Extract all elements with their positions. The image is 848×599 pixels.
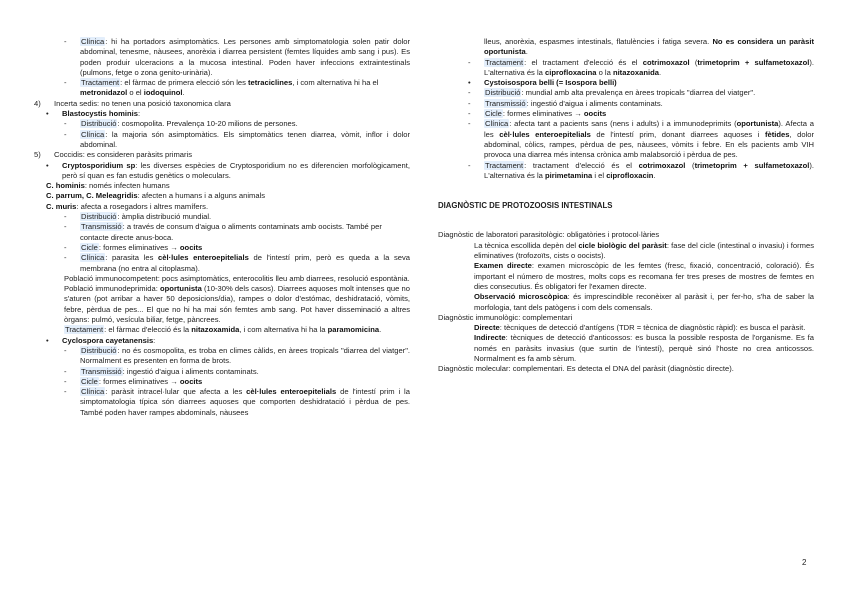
dash-item <box>438 58 814 79</box>
line-text: Diagnòstic molecular: complementari. Es detecta el DNA del paràsit (diagnòstic directe). <box>438 364 734 374</box>
line-text: Tractament: el fàrmac d'elecció és la nitazoxamida, i com alternativa hi ha la paramomicina. <box>65 325 382 335</box>
line-text: Transmissió: ingestió d'aigua i aliments contaminats. <box>81 366 259 376</box>
line-text: lleus, anorèxia, espasmes intestinals, flatulències i fatiga severa. No es considera un paràsit oportunista. <box>484 37 814 57</box>
list-marker: - <box>64 366 67 376</box>
field-label: Tractament <box>81 78 120 88</box>
field-label: Transmissió <box>81 366 122 376</box>
dash-item <box>438 119 814 160</box>
line-text: Clínica: afecta tant a pacients sans (nens i adults) i a immunodeprimits (oportunista). Afecta a les cèl·lules enteroepitelials de l'intestí prim, donant diarrees aquoses i fètides, dolor abdominal, còlics, rampes, pèrdua de pes, nàusees, vòmits i febre. En els pacients amb VIH provoca una diarrea més intensa crònica amb malabsorció i pèrdua de pes. <box>484 119 814 160</box>
emphasis-term: paramomicina <box>327 325 380 335</box>
dash-item <box>34 387 410 418</box>
line-text: Transmissió: ingestió d'aigua i aliments contaminats. <box>485 98 663 108</box>
field-label: Cicle <box>485 109 502 119</box>
numbered-item <box>34 150 410 160</box>
field-label: Clínica <box>81 129 105 139</box>
list-marker: 4) <box>34 98 41 108</box>
list-marker: 5) <box>34 150 41 160</box>
line-text: Coccidis: es consideren paràsits primaris <box>54 150 193 160</box>
left-column <box>34 37 410 418</box>
line-text: Població immunocompetent: pocs asimptomàtics, enterocolitis lleu amb diarrees, resolució espontània. <box>64 273 410 283</box>
emphasis-term: Indirecte <box>474 333 506 343</box>
emphasis-term: metronidazol <box>80 88 128 98</box>
field-label: Tractament <box>485 57 524 67</box>
text-line <box>438 292 814 313</box>
emphasis-term: cicle biològic del paràsit <box>578 240 667 250</box>
emphasis-term: oportunista <box>160 284 202 294</box>
emphasis-term: cèl·lules enteroepitelials <box>158 253 249 263</box>
dash-item <box>34 243 410 253</box>
emphasis-term: C. hominis <box>46 181 85 191</box>
field-label: Transmissió <box>485 98 526 108</box>
line-text: Clínica: hi ha portadors asimptomàtics. Les persones amb simptomatologia solen patir dolor abdominal, tenesme, nàusees, anorèxia i diarrea persistent (femtes líquides amb sang i pus). Es poden produir ulceracions a la mucosa intestinal. Poden haver infeccions extraintestinals (pulmons, fetge o zona genito-urinària). <box>80 37 410 77</box>
line-text: Clínica: paràsit intracel·lular que afecta a les cèl·lules enteroepitelials de l'intestí prim i la simptomatologia típica són diarrees aquoses que comporten deshidratació i pèrdua de pes. També poden haver rampes abdominals, nàusees <box>80 387 410 417</box>
emphasis-term: pirimetamina <box>544 170 593 180</box>
list-marker: - <box>64 37 67 46</box>
bullet-item <box>34 336 410 346</box>
line-text: Cicle: formes eliminatives → oocits <box>81 242 203 252</box>
line-text: Cryptosporidium sp: les diverses espècies de Cryptosporidium no es diferencien morfològicament, però sí quan es fan estudis genètics o moleculars. <box>62 160 410 180</box>
text-line <box>438 230 814 240</box>
list-marker: - <box>64 387 67 397</box>
field-label: Cicle <box>81 376 98 386</box>
emphasis-term: Cryptosporidium sp <box>62 160 136 170</box>
list-marker: - <box>64 212 67 222</box>
field-label: Clínica <box>485 119 509 129</box>
dash-item <box>34 119 410 129</box>
bullet-item <box>34 109 410 119</box>
dash-item <box>34 346 410 367</box>
dash-item <box>438 88 814 98</box>
dash-item <box>34 253 410 274</box>
numbered-item <box>34 99 410 109</box>
emphasis-term: oocits <box>583 109 607 119</box>
line-text: Població immunodeprimida: oportunista (10-30% dels casos). Diarrees aquoses molt intenses que no s'aturen (pot arribar a haver 50 deposicions/dia), rampes o dolor d'estómac, deshidratació, vòmits, febre, pèrdua de pes... El que no hi ha mai són femtes amb sang. Pot haver disseminació a altres òrgans: pulmó, vesícula biliar, fetge, pàncrees. <box>64 284 411 325</box>
dash-item <box>34 130 410 151</box>
field-label: Distribució <box>81 212 117 222</box>
line-text: Observació microscòpica: és imprescindible reconèixer al paràsit i, per fer-ho, s'ha de saber la morfologia, tant dels patògens i com dels comensals. <box>474 292 814 312</box>
dash-item <box>34 78 410 99</box>
field-label: Tractament <box>65 325 104 335</box>
emphasis-term: oportunista <box>736 119 779 129</box>
text-line <box>34 325 410 335</box>
line-text: Tractament: el fàrmac de primera elecció són les tetraciclines, i com alternativa hi ha el metronidazol o el iodoquinol. <box>80 78 379 98</box>
list-marker: - <box>64 253 67 263</box>
list-marker: - <box>64 129 67 139</box>
line-text: Cyclospora cayetanensis: <box>62 335 156 345</box>
list-marker: • <box>468 78 471 88</box>
emphasis-term: tetraciclines <box>248 78 293 88</box>
list-marker: - <box>468 109 471 119</box>
field-label: Cicle <box>81 242 98 252</box>
list-marker: - <box>468 98 471 108</box>
line-text: Cicle: formes eliminatives → oocits <box>485 109 607 119</box>
bullet-item <box>34 161 410 182</box>
line-text: Clínica: parasita les cèl·lules enteroepitelials de l'intestí prim, però es queda a la seva membrana (no entra al citoplasma). <box>80 253 410 273</box>
text-line <box>34 202 410 212</box>
dash-item <box>34 377 410 387</box>
list-marker: • <box>46 335 49 345</box>
emphasis-term: trimetoprim + sulfametoxazol <box>697 57 810 67</box>
emphasis-term: iodoquinol <box>143 88 183 98</box>
text-line <box>438 241 814 262</box>
dash-item <box>438 109 814 119</box>
emphasis-term: C. muris <box>46 201 77 211</box>
emphasis-term: Cystoisospora belli (= Isospora belli) <box>484 78 617 88</box>
emphasis-term: oocits <box>179 242 203 252</box>
line-text: Examen directe: examen microscòpic de les femtes (fresc, fixació, concentració, coloració). És important el número de mostres, molts cops es recomana fer tres preses de mostres de femtes en dies consecutius. És obligatori fer l'examen directe. <box>474 261 814 291</box>
dash-item <box>438 99 814 109</box>
emphasis-term: Blastocystis hominis <box>62 109 138 119</box>
line-text: Clínica: la majoria són asimptomàtics. Els simptomàtics tenen diarrea, vòmit, inflor i dolor abdominal. <box>80 129 410 149</box>
line-text: Transmissió: a través de consum d'aigua o aliments contaminats amb oocists. També per contacte directe anus-boca. <box>80 222 382 242</box>
text-line <box>34 181 410 191</box>
list-marker: • <box>46 160 49 170</box>
line-text: Distribució: cosmopolita. Prevalença 10-20 milions de persones. <box>81 119 298 129</box>
line-text: Cicle: formes eliminatives → oocits <box>81 376 203 386</box>
field-label: Distribució <box>81 345 117 355</box>
dash-item <box>438 161 814 182</box>
emphasis-term: ciprofloxacin <box>606 170 654 180</box>
list-marker: - <box>468 119 471 129</box>
line-text: DIAGNÒSTIC DE PROTOZOOSIS INTESTINALS <box>438 201 613 211</box>
text-line <box>438 333 814 364</box>
line-text <box>484 78 814 88</box>
list-marker: - <box>468 57 471 67</box>
line-text: C. muris: afecta a rosegadors i altres mamífers. <box>46 201 209 211</box>
dash-item <box>34 37 410 78</box>
list-marker: - <box>468 160 471 170</box>
dash-item <box>34 222 410 243</box>
emphasis-term: C. parrum, C. Meleagridis <box>46 191 138 201</box>
line-text: Diagnòstic de laboratori parasitològic: obligatòries i protocol·làries <box>438 230 660 240</box>
emphasis-term: oocits <box>179 376 203 386</box>
line-text: Distribució: mundial amb alta prevalença en àrees tropicals "diarrea del viatger". <box>485 88 756 98</box>
dash-item <box>34 212 410 222</box>
line-text: Distribució: àmplia distribució mundial. <box>81 212 212 222</box>
field-label: Tractament <box>485 160 524 170</box>
field-label: Clínica <box>81 253 105 263</box>
text-line <box>438 37 814 58</box>
page-number: 2 <box>802 558 807 567</box>
dash-item <box>34 367 410 377</box>
emphasis-term: cotrimoxazol <box>642 57 690 67</box>
line-text: Blastocystis hominis: <box>62 109 141 119</box>
field-label: Clínica <box>81 387 105 397</box>
emphasis-term: Cyclospora cayetanensis <box>62 335 154 345</box>
text-line <box>438 313 814 323</box>
text-line <box>34 191 410 201</box>
list-marker: - <box>64 222 67 232</box>
emphasis-term: Examen directe <box>474 261 532 271</box>
list-marker: - <box>64 242 67 252</box>
section-heading <box>438 201 814 211</box>
line-text: Tractament: tractament d'elecció és el cotrimoxazol (trimetoprim + sulfametoxazol). L'alternativa és la pirimetamina i el ciprofloxacin. <box>484 160 814 180</box>
emphasis-term: trimetoprim + sulfametoxazol <box>694 160 810 170</box>
list-marker: - <box>64 376 67 386</box>
emphasis-term: cèl·lules enteroepitelials <box>246 387 337 397</box>
emphasis-term: nitazoxanida <box>612 67 659 77</box>
right-column <box>438 37 814 375</box>
emphasis-term: fètides <box>764 129 790 139</box>
field-label: Distribució <box>81 119 117 129</box>
emphasis-term: Observació microscòpica <box>474 292 568 302</box>
text-line <box>438 364 814 374</box>
text-line <box>438 323 814 333</box>
list-marker: - <box>64 119 67 129</box>
line-text: La tècnica escollida depèn del cicle biològic del paràsit: fase del cicle (intestinal o invasiu) i formes eliminatives (trofozoïts, cists o oocists). <box>474 240 815 261</box>
emphasis-term: No es considera un paràsit oportunista <box>484 37 814 57</box>
list-marker: • <box>46 109 49 119</box>
list-marker: - <box>468 88 471 98</box>
emphasis-term: cèl·lules enteroepitelials <box>499 129 591 139</box>
field-label: Clínica <box>81 37 105 46</box>
list-marker: - <box>64 345 67 355</box>
line-text: C. parrum, C. Meleagridis: afecten a humans i a alguns animals <box>46 191 266 201</box>
field-label: Transmissió <box>81 222 122 232</box>
field-label: Distribució <box>485 88 521 98</box>
emphasis-term: nitazoxamida <box>191 325 240 335</box>
line-text: C. hominis: només infecten humans <box>46 181 170 191</box>
emphasis-term: ciprofloxacina <box>544 67 597 77</box>
line-text: Indirecte: tècniques de detecció d'anticossos: es busca la possible resposta de l'organisme. Es fa només en paràsits invasius (que surtin de l'intestí), perquè sinó l'hoste no crea anticossos. Normalment es fa amb sèrum. <box>474 333 814 364</box>
bullet-item <box>438 78 814 88</box>
list-marker: - <box>64 78 67 88</box>
line-text: Incerta sedis: no tenen una posició taxonomica clara <box>54 98 231 108</box>
line-text: Tractament: el tractament d'elecció és el cotrimoxazol (trimetoprim + sulfametoxazol). L'alternativa és la ciprofloxacina o la nitazoxanida. <box>484 57 814 77</box>
line-text: Diagnòstic immunològic: complementari <box>438 312 573 322</box>
text-line <box>34 274 410 284</box>
line-text: Directe: tècniques de detecció d'antígens (TDR = tècnica de diagnòstic ràpid): es busca el paràsit. <box>474 323 806 333</box>
text-line <box>438 261 814 292</box>
emphasis-term: Directe <box>474 323 500 333</box>
text-line <box>34 284 410 325</box>
line-text: Distribució: no és cosmopolita, es troba en climes càlids, en àrees tropicals "diarrea del viatger". Normalment es presenten en forma de brots. <box>80 345 410 366</box>
emphasis-term: cotrimoxazol <box>638 160 686 170</box>
